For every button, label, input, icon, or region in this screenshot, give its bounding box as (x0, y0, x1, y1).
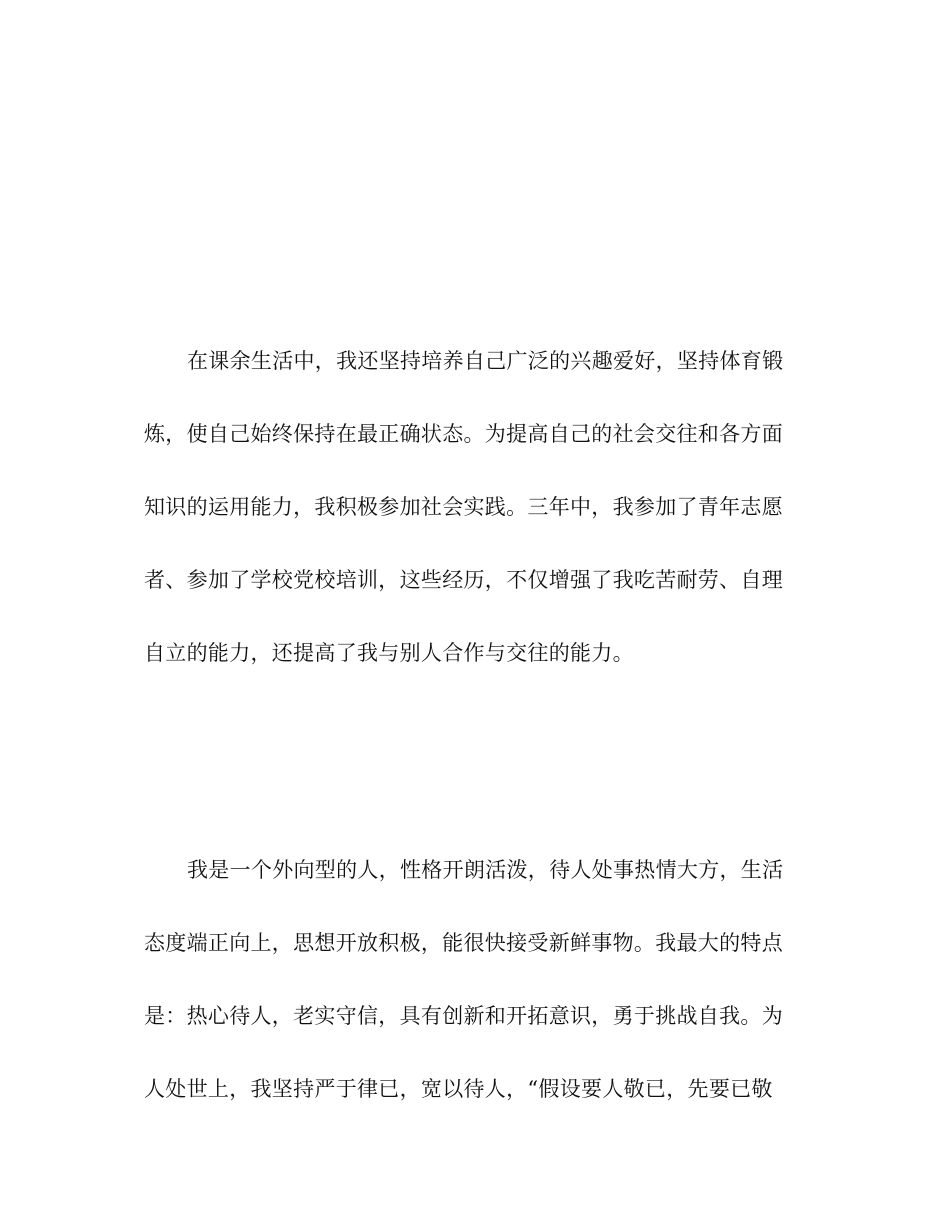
paragraph-personality (144, 855, 804, 1147)
paragraph-line: 自立的能力，还提高了我与别人合作与交往的能力。 (144, 641, 634, 665)
paragraph-line: 者、参加了学校党校培训，这些经历，不仅增强了我吃苦耐劳、自理 (144, 568, 783, 592)
paragraph-line: 在课余生活中，我还坚持培养自己广泛的兴趣爱好，坚持体育锻 (187, 349, 784, 373)
paragraph-line: 炼，使自己始终保持在最正确状态。为提高自己的社会交往和各方面 (144, 422, 783, 446)
paragraph-extracurricular (144, 346, 804, 711)
paragraph-line: 是：热心待人，老实守信，具有创新和开拓意识，勇于挑战自我。为 (144, 1004, 783, 1028)
paragraph-line: 态度端正向上，思想开放积极，能很快接受新鲜事物。我最大的特点 (144, 931, 783, 955)
paragraph-line: 知识的运用能力，我积极参加社会实践。三年中，我参加了青年志愿 (144, 495, 783, 519)
paragraph-line: 人处世上，我坚持严于律已，宽以待人，“假设要人敬已，先要已敬 (144, 1077, 773, 1101)
paragraph-line: 我是一个外向型的人，性格开朗活泼，待人处事热情大方，生活 (187, 858, 784, 882)
